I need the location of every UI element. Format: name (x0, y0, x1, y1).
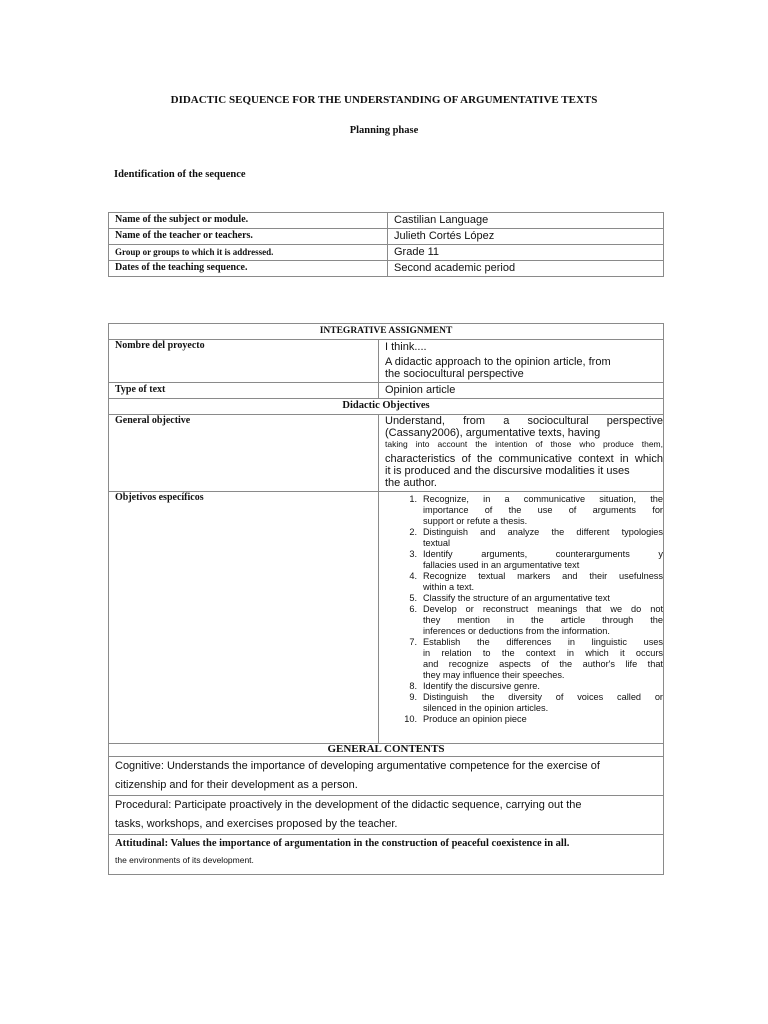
assignment-table (108, 323, 664, 875)
table-row (109, 415, 664, 492)
group-value: Grade 11 (388, 245, 664, 261)
specific-objective-line: and recognize aspects of the author's life that (423, 659, 663, 669)
specific-objective-line: Identify the discursive genre. (423, 681, 540, 691)
specific-objective-item (379, 637, 663, 681)
specific-objective-number: 9. (409, 692, 417, 702)
specific-objective-item (379, 692, 663, 714)
attitudinal-content (109, 835, 664, 875)
specific-objective-number: 5. (409, 593, 417, 603)
table-row (109, 835, 664, 875)
assignment-header: INTEGRATIVE ASSIGNMENT (109, 324, 664, 340)
specific-objective-line: Distinguish the diversity of voices called or (423, 692, 663, 702)
specific-objective-line: Classify the structure of an argumentative text (423, 593, 610, 603)
specific-objective-line: Produce an opinion piece (423, 714, 527, 724)
general-objective-line: taking into account the intention of those who produce them, (385, 439, 663, 449)
table-row (109, 213, 664, 229)
specific-objective-item (379, 681, 663, 692)
specific-objective-line: they mention in the article through the (423, 615, 663, 625)
dates-label: Dates of the teaching sequence. (109, 261, 388, 277)
group-label: Group or groups to which it is addressed. (109, 245, 388, 261)
specific-objective-line: within a text. (423, 582, 475, 592)
specific-objective-line: textual (423, 538, 451, 548)
specific-objective-line: they may influence their speeches. (423, 670, 565, 680)
specific-objective-item (379, 593, 663, 604)
table-row (109, 399, 664, 415)
specific-objectives-label: Objetivos específicos (109, 492, 379, 744)
type-label: Type of text (109, 383, 379, 399)
project-title: I think.... (385, 341, 427, 353)
procedural-line: tasks, workshops, and exercises proposed by the teacher. (115, 818, 398, 830)
project-label: Nombre del proyecto (109, 340, 379, 383)
dates-value: Second academic period (388, 261, 664, 277)
specific-objective-number: 3. (409, 549, 417, 559)
phase-heading: Planning phase (349, 125, 419, 136)
specific-objective-item (379, 527, 663, 549)
general-objective-line: the author. (385, 477, 437, 489)
attitudinal-line: the environments of its development. (115, 855, 254, 865)
specific-objective-line: fallacies used in an argumentative text (423, 560, 580, 570)
table-row (109, 261, 664, 277)
project-description-line: A didactic approach to the opinion article, from (385, 356, 611, 368)
type-value: Opinion article (379, 383, 664, 399)
specific-objectives-list (379, 494, 663, 725)
subject-value: Castilian Language (388, 213, 664, 229)
identification-table (108, 212, 664, 277)
specific-objective-item (379, 571, 663, 593)
general-objective-label: General objective (109, 415, 379, 492)
general-objective-line: characteristics of the communicative context in which (385, 453, 663, 465)
specific-objective-number: 7. (409, 637, 417, 647)
table-row (109, 383, 664, 399)
general-objective-value (379, 415, 664, 492)
general-objective-line: (Cassany2006), argumentative texts, having (385, 427, 601, 439)
project-value (379, 340, 664, 383)
objectives-header: Didactic Objectives (109, 399, 664, 415)
procedural-line: Procedural: Participate proactively in the development of the didactic sequence, carrying out the (115, 799, 582, 811)
specific-objective-line: importance of the use of arguments for (423, 505, 663, 515)
specific-objective-number: 8. (409, 681, 417, 691)
table-row (109, 245, 664, 261)
procedural-content (109, 796, 664, 835)
specific-objective-line: Recognize, in a communicative situation, the (423, 494, 663, 504)
cognitive-line: Cognitive: Understands the importance of developing argumentative competence for the exercise of (115, 760, 600, 772)
specific-objective-line: Establish the differences in linguistic uses (423, 637, 663, 647)
table-row (109, 796, 664, 835)
teacher-value: Julieth Cortés López (388, 229, 664, 245)
identification-heading: Identification of the sequence (114, 169, 246, 180)
attitudinal-line: Attitudinal: Values the importance of argumentation in the construction of peaceful coexistence in all. (115, 838, 570, 849)
specific-objective-item (379, 549, 663, 571)
specific-objective-line: Develop or reconstruct meanings that we do not (423, 604, 663, 614)
project-description-line: the sociocultural perspective (385, 368, 524, 380)
specific-objective-number: 6. (409, 604, 417, 614)
table-row (109, 324, 664, 340)
specific-objective-line: in relation to the context in which it occurs (423, 648, 663, 658)
specific-objectives-value (379, 492, 664, 744)
contents-header: GENERAL CONTENTS (109, 744, 664, 757)
specific-objective-line: Identify arguments, counterarguments y (423, 549, 663, 559)
subject-label: Name of the subject or module. (109, 213, 388, 229)
table-row (109, 744, 664, 757)
specific-objective-line: Distinguish and analyze the different typologies (423, 527, 663, 537)
table-row (109, 757, 664, 796)
specific-objective-item (379, 494, 663, 527)
table-row (109, 229, 664, 245)
specific-objective-line: support or refute a thesis. (423, 516, 528, 526)
teacher-label: Name of the teacher or teachers. (109, 229, 388, 245)
specific-objective-line: inferences or deductions from the information. (423, 626, 610, 636)
document-title: DIDACTIC SEQUENCE FOR THE UNDERSTANDING OF ARGUMENTATIVE TEXTS (170, 94, 598, 106)
table-row (109, 492, 664, 744)
table-row (109, 340, 664, 383)
general-objective-line: it is produced and the discursive modalities it uses (385, 465, 630, 477)
specific-objective-number: 10. (404, 714, 417, 724)
specific-objective-line: Recognize textual markers and their usefulness (423, 571, 663, 581)
specific-objective-item (379, 604, 663, 637)
cognitive-line: citizenship and for their development as a person. (115, 779, 358, 791)
specific-objective-number: 4. (409, 571, 417, 581)
specific-objective-number: 2. (409, 527, 417, 537)
general-objective-line: Understand, from a sociocultural perspective (385, 415, 663, 427)
specific-objective-number: 1. (409, 494, 417, 504)
specific-objective-line: silenced in the opinion articles. (423, 703, 549, 713)
specific-objective-item (379, 714, 663, 725)
cognitive-content (109, 757, 664, 796)
